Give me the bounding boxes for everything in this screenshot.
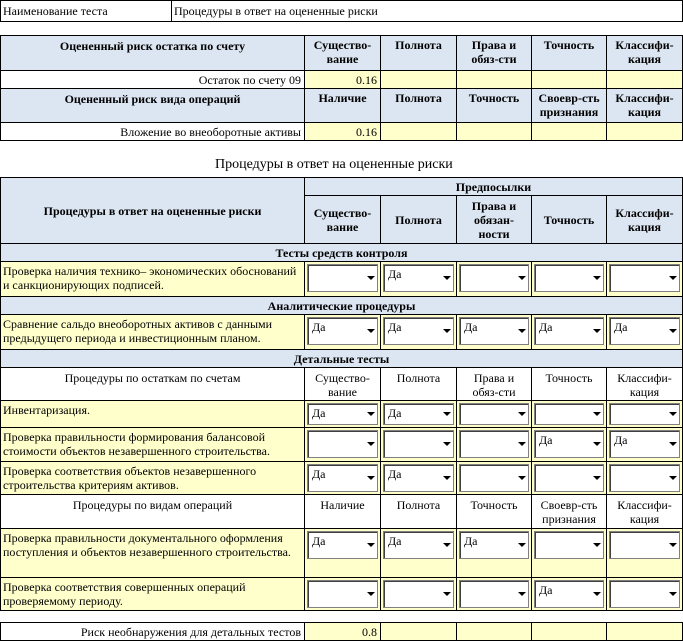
ops-row-1-dropdown-2[interactable] xyxy=(459,580,529,608)
dropdown-value: Да xyxy=(539,433,553,447)
dropdown-value: Да xyxy=(464,534,478,548)
chevron-down-icon[interactable] xyxy=(518,412,526,416)
ops-risk-col-2: Точность xyxy=(456,88,532,123)
chevron-down-icon[interactable] xyxy=(593,276,601,280)
chevron-down-icon[interactable] xyxy=(669,442,677,446)
balance-row-2-dropdown-2[interactable] xyxy=(459,464,529,492)
account-row-empty-4 xyxy=(606,70,683,89)
chevron-down-icon[interactable] xyxy=(669,543,677,547)
analytic-row-dropdown-3[interactable] xyxy=(534,317,604,345)
prereq-col-0: Существо- вание xyxy=(304,195,381,244)
ops-row-0-dropdown-4[interactable] xyxy=(609,531,680,559)
dropdown-value: Да xyxy=(388,320,402,334)
ops-header-col-0: Наличие xyxy=(304,494,381,529)
account-row-empty-1 xyxy=(380,70,457,89)
ops-risk-col-0: Наличие xyxy=(304,88,381,123)
balance-row-0-dropdown-2[interactable] xyxy=(459,403,529,425)
ops-header-col-4: Классифи- кация xyxy=(606,494,683,529)
ops-row-empty-4 xyxy=(606,122,683,141)
ops-row-1-dropdown-1[interactable] xyxy=(383,580,454,608)
chevron-down-icon[interactable] xyxy=(669,476,677,480)
ops-row-0-dropdown-3[interactable] xyxy=(534,531,604,559)
chevron-down-icon[interactable] xyxy=(518,592,526,596)
dropdown-value: Да xyxy=(312,467,326,481)
dropdown-value: Да xyxy=(539,583,553,597)
prereq-col-4: Классифи- кация xyxy=(606,195,683,244)
account-risk-col-4: Классифи- кация xyxy=(606,35,683,71)
chevron-down-icon[interactable] xyxy=(669,329,677,333)
analytic-row-dropdown-1[interactable] xyxy=(383,317,454,345)
chevron-down-icon[interactable] xyxy=(593,442,601,446)
chevron-down-icon[interactable] xyxy=(443,412,451,416)
test-name-value: Процедуры в ответ на оцененные риски xyxy=(171,0,683,22)
ops-row-0-dropdown-1[interactable] xyxy=(383,531,454,559)
dropdown-value: Да xyxy=(312,406,326,420)
ops-row-value: 0.16 xyxy=(304,122,381,141)
procedures-col-header: Процедуры в ответ на оцененные риски xyxy=(0,177,305,244)
balance-row-2-dropdown-0[interactable] xyxy=(307,464,378,492)
ops-row-empty-3 xyxy=(531,122,607,141)
chevron-down-icon[interactable] xyxy=(367,592,375,596)
analytic-row-dropdown-0[interactable] xyxy=(307,317,378,345)
dropdown-value: Да xyxy=(312,320,326,334)
balance-row-0-dropdown-0[interactable] xyxy=(307,403,378,425)
detection-risk-empty-2 xyxy=(456,622,532,641)
section-detail: Детальные тесты xyxy=(0,349,683,368)
dropdown-value: Да xyxy=(614,433,628,447)
ops-row-empty-2 xyxy=(456,122,532,141)
chevron-down-icon[interactable] xyxy=(593,592,601,596)
account-risk-col-3: Точность xyxy=(531,35,607,71)
balance-row-0-dropdown-4[interactable] xyxy=(609,403,680,425)
balance-row-2-dropdown-3[interactable] xyxy=(534,464,604,492)
chevron-down-icon[interactable] xyxy=(443,592,451,596)
account-risk-col-2: Права и обяз-сти xyxy=(456,35,532,71)
dropdown-value: Да xyxy=(388,534,402,548)
section-analytic: Аналитические процедуры xyxy=(0,296,683,315)
balance-row-1-dropdown-0[interactable] xyxy=(307,430,378,458)
balance-row-2-dropdown-1[interactable] xyxy=(383,464,454,492)
chevron-down-icon[interactable] xyxy=(593,329,601,333)
ops-risk-col-3: Своевр-сть признания xyxy=(531,88,607,123)
balance-header-label: Процедуры по остаткам по счетам xyxy=(0,367,305,401)
ops-header-col-3: Своевр-сть признания xyxy=(531,494,607,529)
ops-header-col-2: Точность xyxy=(456,494,532,529)
balance-row-1-dropdown-2[interactable] xyxy=(459,430,529,458)
account-row-empty-2 xyxy=(456,70,532,89)
dropdown-value: Да xyxy=(614,320,628,334)
ops-header-label: Процедуры по видам операций xyxy=(0,494,305,529)
chevron-down-icon[interactable] xyxy=(367,476,375,480)
chevron-down-icon[interactable] xyxy=(593,412,601,416)
ops-row-1-dropdown-3[interactable] xyxy=(534,580,604,608)
control-row-dropdown-4[interactable] xyxy=(609,264,680,292)
ops-row-1-dropdown-0[interactable] xyxy=(307,580,378,608)
balance-row-0-dropdown-1[interactable] xyxy=(383,403,454,425)
prereq-col-2: Права и обязан- ности xyxy=(456,195,532,244)
dropdown-value: Да xyxy=(388,267,402,281)
balance-header-col-0: Существо- вание xyxy=(304,367,381,401)
ops-row-label: Вложение во внеоборотные активы xyxy=(0,122,305,141)
prereq-col-3: Точность xyxy=(531,195,607,244)
chevron-down-icon[interactable] xyxy=(518,329,526,333)
procedures-title: Процедуры в ответ на оцененные риски xyxy=(215,157,453,172)
chevron-down-icon[interactable] xyxy=(367,442,375,446)
balance-row-1-dropdown-4[interactable] xyxy=(609,430,680,458)
prereq-col-1: Полнота xyxy=(380,195,457,244)
chevron-down-icon[interactable] xyxy=(669,592,677,596)
ops-risk-col-4: Классифи- кация xyxy=(606,88,683,123)
control-row-dropdown-0[interactable] xyxy=(307,264,378,292)
section-controls: Тесты средств контроля xyxy=(0,243,683,262)
chevron-down-icon[interactable] xyxy=(518,476,526,480)
balance-header-col-1: Полнота xyxy=(380,367,457,401)
chevron-down-icon[interactable] xyxy=(443,442,451,446)
chevron-down-icon[interactable] xyxy=(367,543,375,547)
ops-risk-header: Оцененный риск вида операций xyxy=(0,88,305,123)
detection-risk-empty-1 xyxy=(380,622,457,641)
detection-risk-empty-3 xyxy=(531,622,607,641)
balance-row-0-label: Инвентаризация. xyxy=(0,400,305,428)
balance-row-2-label: Проверка соответствия объектов незавершенного строительства критериям активов. xyxy=(0,461,305,495)
chevron-down-icon[interactable] xyxy=(518,543,526,547)
chevron-down-icon[interactable] xyxy=(669,276,677,280)
chevron-down-icon[interactable] xyxy=(669,412,677,416)
account-row-label: Остаток по счету 09 xyxy=(0,70,305,89)
control-row-dropdown-2[interactable] xyxy=(459,264,529,292)
balance-row-1-label: Проверка правильности формирования балансовой стоимости объектов незавершенного строительства. xyxy=(0,427,305,462)
analytic-row-label: Сравнение сальдо внеоборотных активов с данными предыдущего периода и инвестиционным планом. xyxy=(0,314,305,350)
dropdown-value: Да xyxy=(312,534,326,548)
control-row-dropdown-3[interactable] xyxy=(534,264,604,292)
balance-header-col-2: Права и обяз-сти xyxy=(456,367,532,401)
analytic-row-dropdown-4[interactable] xyxy=(609,317,680,345)
control-row-label: Проверка наличия технико– экономических обоснований и санкционирующих подписей. xyxy=(0,261,305,297)
chevron-down-icon[interactable] xyxy=(367,329,375,333)
ops-row-1-label: Проверка соответствия совершенных операций проверяемому периоду. xyxy=(0,577,305,611)
detection-risk-label: Риск необнаружения для детальных тестов xyxy=(0,622,305,641)
chevron-down-icon[interactable] xyxy=(518,276,526,280)
account-risk-header: Оцененный риск остатка по счету xyxy=(0,35,305,71)
control-row-dropdown-1[interactable] xyxy=(383,264,454,292)
chevron-down-icon[interactable] xyxy=(367,412,375,416)
ops-row-0-dropdown-2[interactable] xyxy=(459,531,529,559)
ops-row-0-label: Проверка правильности документального оформления поступления и объектов незавершенного строительства. xyxy=(0,528,305,578)
balance-row-2-dropdown-4[interactable] xyxy=(609,464,680,492)
chevron-down-icon[interactable] xyxy=(518,442,526,446)
account-row-value: 0.16 xyxy=(304,70,381,89)
ops-header-col-1: Полнота xyxy=(380,494,457,529)
dropdown-value: Да xyxy=(388,406,402,420)
detection-risk-empty-4 xyxy=(606,622,683,641)
chevron-down-icon[interactable] xyxy=(593,476,601,480)
ops-risk-col-1: Полнота xyxy=(380,88,457,123)
detection-risk-value: 0.8 xyxy=(304,622,381,641)
account-risk-col-0: Существо- вание xyxy=(304,35,381,71)
chevron-down-icon[interactable] xyxy=(443,329,451,333)
ops-row-empty-1 xyxy=(380,122,457,141)
prereq-header: Предпосылки xyxy=(304,177,683,196)
chevron-down-icon[interactable] xyxy=(593,543,601,547)
dropdown-value: Да xyxy=(464,320,478,334)
balance-row-1-dropdown-3[interactable] xyxy=(534,430,604,458)
test-name-label: Наименование теста xyxy=(0,0,172,22)
balance-header-col-4: Классифи- кация xyxy=(606,367,683,401)
dropdown-value: Да xyxy=(388,467,402,481)
balance-row-0-dropdown-3[interactable] xyxy=(534,403,604,425)
ops-row-1-dropdown-4[interactable] xyxy=(609,580,680,608)
analytic-row-dropdown-2[interactable] xyxy=(459,317,529,345)
balance-row-1-dropdown-1[interactable] xyxy=(383,430,454,458)
account-row-empty-3 xyxy=(531,70,607,89)
ops-row-0-dropdown-0[interactable] xyxy=(307,531,378,559)
chevron-down-icon[interactable] xyxy=(367,276,375,280)
balance-header-col-3: Точность xyxy=(531,367,607,401)
chevron-down-icon[interactable] xyxy=(443,476,451,480)
chevron-down-icon[interactable] xyxy=(443,543,451,547)
account-risk-col-1: Полнота xyxy=(380,35,457,71)
chevron-down-icon[interactable] xyxy=(443,276,451,280)
dropdown-value: Да xyxy=(539,320,553,334)
